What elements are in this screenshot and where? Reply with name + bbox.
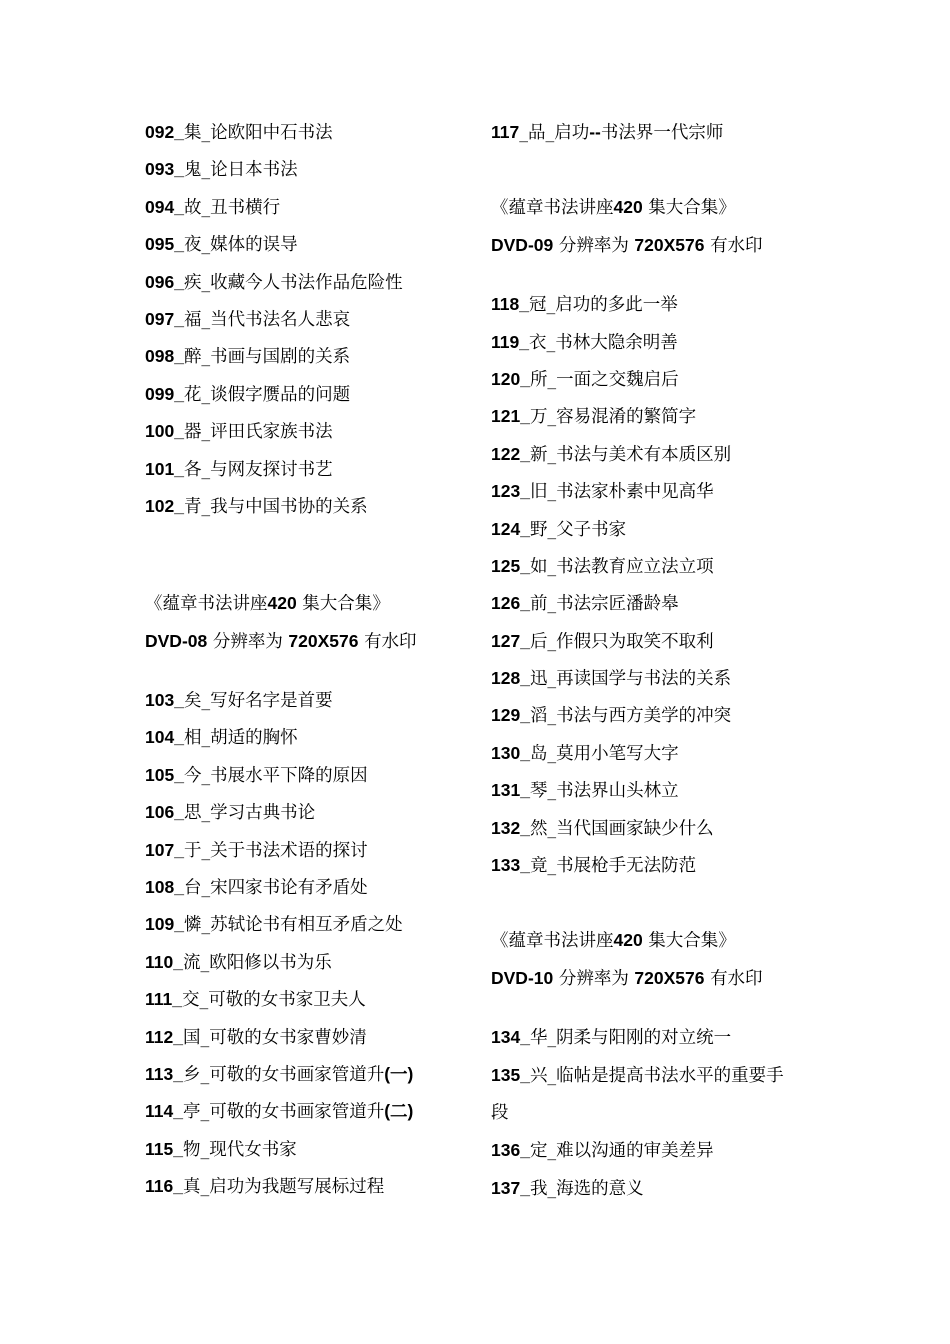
episode-number: 111_	[145, 989, 182, 1010]
episode-number: 093_	[145, 159, 184, 180]
episode-number: 129_	[491, 705, 530, 726]
right-column	[491, 114, 811, 1207]
episode-item	[145, 719, 465, 756]
episode-item	[145, 488, 465, 525]
episode-item	[491, 436, 811, 473]
episode-number: 114_	[145, 1101, 183, 1122]
episode-number: 103_	[145, 690, 184, 711]
episode-item	[145, 114, 465, 151]
episode-item	[491, 286, 811, 323]
right-episode-list-2	[491, 1019, 811, 1207]
episode-number: 121_	[491, 406, 530, 427]
episode-item	[145, 226, 465, 263]
dvd09-header	[491, 189, 811, 264]
episode-number: 119_	[491, 331, 529, 352]
episode-item	[145, 301, 465, 338]
episode-item	[491, 1170, 811, 1207]
episode-title: 憐_苏轼论书有相互矛盾之处	[183, 915, 403, 936]
episode-item	[145, 451, 465, 488]
episode-title: 青_我与中国书协的关系	[183, 496, 368, 517]
episode-number: 097_	[145, 308, 184, 329]
episode-number: 109_	[145, 914, 184, 935]
episode-number: 105_	[145, 764, 184, 785]
episode-number: 116_	[145, 1176, 183, 1197]
dvd08-header	[145, 585, 465, 660]
episode-item	[491, 1057, 801, 1133]
episode-item	[491, 511, 811, 548]
episode-title: 冠_启功的多此一举	[528, 295, 678, 316]
series-title: 《蕴章书法讲座420 集大合集》	[491, 930, 736, 952]
episode-number: 127_	[491, 630, 530, 651]
episode-title: 衣_书林大隐余明善	[528, 332, 678, 353]
episode-number: 136_	[491, 1140, 530, 1161]
episode-part: (一)	[384, 1063, 414, 1084]
episode-title: 我_海选的意义	[529, 1178, 644, 1199]
episode-number: 128_	[491, 668, 530, 689]
episode-number: 104_	[145, 727, 184, 748]
episode-title: 鬼_论日本书法	[183, 160, 298, 181]
episode-item	[145, 682, 465, 719]
episode-item	[145, 1093, 465, 1130]
episode-title: 野_父子书家	[529, 519, 627, 540]
episode-number: 132_	[491, 817, 530, 838]
episode-item	[145, 338, 465, 375]
series-title: 《蕴章书法讲座420 集大合集》	[145, 593, 390, 615]
episode-title: 后_作假只为取笑不取利	[529, 631, 714, 652]
disc-info: DVD-08 分辨率为 720X576 有水印	[145, 630, 417, 652]
episode-item	[491, 585, 811, 622]
episode-item	[145, 906, 465, 943]
episode-item	[491, 398, 811, 435]
episode-title: 真_启功为我题写展标过程	[182, 1177, 385, 1198]
episode-title: 疾_收藏今人书法作品危险性	[183, 272, 403, 293]
dvd10-header	[491, 922, 811, 997]
episode-title: 台_宋四家书论有矛盾处	[183, 878, 368, 899]
episode-number: 134_	[491, 1027, 530, 1048]
episode-item	[491, 810, 811, 847]
episode-title: 集_论欧阳中石书法	[183, 123, 333, 143]
episode-title: 前_书法宗匠潘龄皋	[529, 594, 679, 615]
episode-item	[145, 189, 465, 226]
episode-number: 133_	[491, 855, 530, 876]
right-episode-list-1	[491, 286, 811, 884]
episode-item	[145, 264, 465, 301]
episode-number: 099_	[145, 383, 184, 404]
episode-title: 万_容易混淆的繁简字	[529, 407, 697, 428]
episode-title: 夜_媒体的误导	[183, 235, 298, 256]
episode-title: 亭_可敬的女书画家管道升	[182, 1102, 385, 1123]
episode-title: 矣_写好名字是首要	[183, 691, 333, 712]
episode-title: 于_关于书法术语的探讨	[183, 840, 368, 861]
episode-title: 所_一面之交魏启后	[529, 369, 679, 390]
episode-number: 106_	[145, 802, 184, 823]
episode-item	[491, 735, 811, 772]
episode-title: 兴_临帖是提高书法水平的重要手段	[491, 1065, 784, 1123]
episode-part: (二)	[384, 1101, 414, 1122]
episode-item	[145, 832, 465, 869]
episode-title: 新_书法与美术有本质区别	[529, 444, 732, 465]
episode-title: 故_丑书横行	[183, 197, 281, 218]
episode-title: 琴_书法界山头林立	[529, 781, 679, 802]
episode-number: 094_	[145, 196, 184, 217]
disc-info: DVD-09 分辨率为 720X576 有水印	[491, 234, 763, 256]
episode-item	[145, 869, 465, 906]
episode-title: 流_欧阳修以书为乐	[182, 952, 332, 973]
episode-number: 092_	[145, 122, 184, 142]
series-title: 《蕴章书法讲座420 集大合集》	[491, 197, 736, 219]
episode-number: 102_	[145, 495, 184, 516]
episode-item: 117_品_启功--书法界一代宗师	[491, 122, 724, 143]
episode-number: 123_	[491, 481, 530, 502]
episode-number: 126_	[491, 593, 530, 614]
episode-title: 岛_莫用小笔写大字	[529, 743, 679, 764]
episode-number: 108_	[145, 877, 184, 898]
episode-title: 思_学习古典书论	[183, 803, 316, 824]
episode-item	[491, 1019, 811, 1056]
episode-item	[491, 473, 811, 510]
episode-title: 然_当代国画家缺少什么	[529, 818, 714, 839]
episode-number: 125_	[491, 555, 530, 576]
episode-number: 130_	[491, 742, 530, 763]
episode-item	[145, 981, 465, 1018]
episode-number: 124_	[491, 518, 530, 539]
episode-title: 今_书展水平下降的原因	[183, 765, 368, 786]
episode-number: 100_	[145, 421, 184, 442]
disc-info: DVD-10 分辨率为 720X576 有水印	[491, 967, 763, 989]
episode-item	[145, 757, 465, 794]
episode-item	[491, 548, 811, 585]
episode-item	[491, 324, 811, 361]
episode-item	[145, 413, 465, 450]
episode-number: 098_	[145, 346, 184, 367]
episode-item	[491, 697, 811, 734]
episode-item	[145, 794, 465, 831]
episode-item	[491, 623, 811, 660]
episode-title: 相_胡适的胸怀	[183, 728, 298, 749]
episode-number: 112_	[145, 1026, 183, 1047]
episode-item	[491, 361, 811, 398]
episode-number: 120_	[491, 368, 530, 389]
episode-item	[145, 1131, 465, 1168]
episode-number: 095_	[145, 234, 184, 255]
episode-title: 滔_书法与西方美学的冲突	[529, 706, 732, 727]
episode-number: 118_	[491, 294, 529, 315]
episode-item	[145, 944, 465, 981]
episode-item	[491, 1132, 811, 1169]
episode-number: 131_	[491, 780, 530, 801]
episode-title: 器_评田氏家族书法	[183, 422, 333, 443]
episode-number: 096_	[145, 271, 184, 292]
episode-title: 花_谈假字赝品的问题	[183, 384, 351, 405]
episode-number: 115_	[145, 1138, 183, 1159]
left-episode-list-1	[145, 114, 465, 525]
episode-title: 各_与网友探讨书艺	[183, 459, 333, 480]
episode-number: 113_	[145, 1063, 183, 1084]
episode-number: 137_	[491, 1177, 530, 1198]
left-episode-list-2	[145, 682, 465, 1205]
episode-item	[145, 1019, 465, 1056]
episode-item	[491, 772, 811, 809]
episode-number: 122_	[491, 443, 530, 464]
episode-number: 110_	[145, 951, 183, 972]
episode-title: 迅_再读国学与书法的关系	[529, 669, 732, 690]
episode-title: 交_可敬的女书家卫夫人	[182, 990, 366, 1011]
episode-title: 定_难以沟通的审美差异	[529, 1141, 714, 1162]
episode-title: 物_现代女书家	[182, 1139, 297, 1160]
episode-item	[145, 1056, 465, 1093]
episode-item	[145, 1168, 465, 1205]
episode-number: 101_	[145, 458, 184, 479]
episode-item	[491, 847, 811, 884]
episode-title: 竟_书展枪手无法防范	[529, 856, 697, 877]
left-column	[145, 114, 465, 1206]
episode-number: 107_	[145, 839, 184, 860]
episode-title: 福_当代书法名人悲哀	[183, 309, 351, 330]
episode-number: 135_	[491, 1064, 530, 1085]
episode-title: 旧_书法家朴素中见高华	[529, 482, 714, 503]
episode-title: 乡_可敬的女书画家管道升	[182, 1064, 385, 1085]
episode-title: 国_可敬的女书家曹妙清	[182, 1027, 367, 1048]
episode-title: 如_书法教育应立法立项	[529, 556, 714, 577]
episode-item	[145, 151, 465, 188]
episode-item	[145, 376, 465, 413]
episode-title: 华_阴柔与阳刚的对立统一	[529, 1028, 732, 1049]
episode-item	[491, 660, 811, 697]
episode-title: 醉_书画与国剧的关系	[183, 347, 351, 368]
